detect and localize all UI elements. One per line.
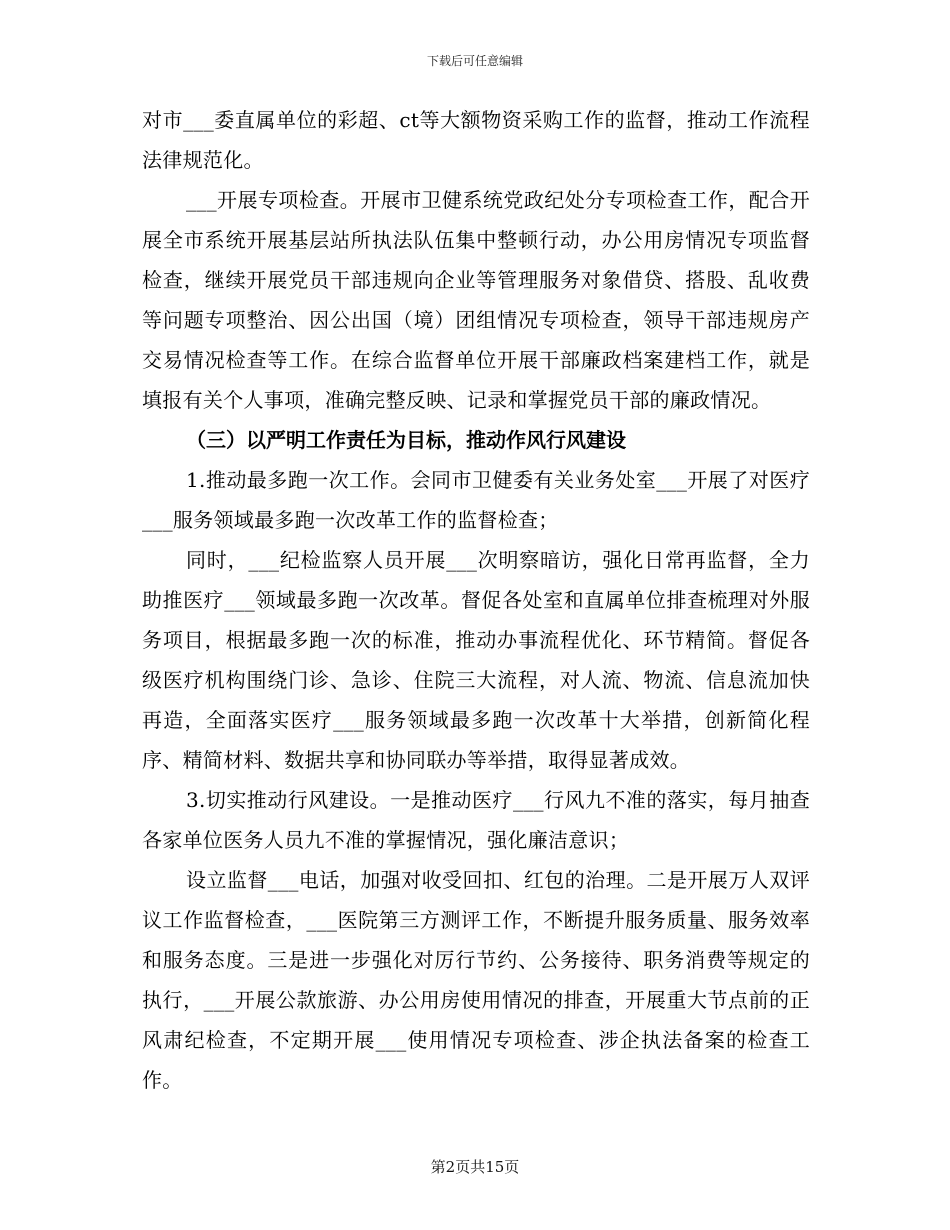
paragraph-run-once-reform: 1.推动最多跑一次工作。会同市卫健委有关业务处室___开展了对医疗___服务领域最多跑一次改革工作的监督检查； [142,468,810,532]
document-body [142,100,810,1100]
paragraph-conduct-building: 3.切实推动行风建设。一是推动医疗___行风九不准的落实，每月抽查各家单位医务人员九不准的掌握情况，强化廉洁意识； [142,788,810,852]
page-header: 下载后可任意编辑 [426,54,523,68]
paragraph-procurement-supervision: 对市___委直属单位的彩超、ct等大额物资采购工作的监督，推动工作流程法律规范化。 [142,108,810,172]
paragraph-unannounced-visits: 同时，___纪检监察人员开展___次明察暗访，强化日常再监督，全力助推医疗___领域最多跑一次改革。督促各处室和直属单位排查梳理对外服务项目，根据最多跑一次的标准，推动办事流程优化、环节精简。督促各级医疗机构围绕门诊、急诊、住院三大流程，对人流、物流、信息流加快再造，全面落实医疗___服务领域最多跑一次改革十大举措，创新简化程序、精简材料、数据共享和协同联办等举措，取得显著成效。 [142,548,810,772]
page-number: 第2页共15页 [430,1158,520,1176]
paragraph-special-inspection: ___开展专项检查。开展市卫健系统党政纪处分专项检查工作，配合开展全市系统开展基层站所执法队伍集中整顿行动，办公用房情况专项监督检查，继续开展党员干部违规向企业等管理服务对象借贷、搭股、乱收费等问题专项整治、因公出国（境）团组情况专项检查，领导干部违规房产交易情况检查等工作。在综合监督单位开展干部廉政档案建档工作，就是填报有关个人事项，准确完整反映、记录和掌握党员干部的廉政情况。 [142,188,810,412]
section-heading: （三）以严明工作责任为目标，推动作风行风建设 [186,428,626,452]
paragraph-supervision-hotline: 设立监督___电话，加强对收受回扣、红包的治理。二是开展万人双评议工作监督检查，___医院第三方测评工作，不断提升服务质量、服务效率和服务态度。三是进一步强化对厉行节约、公务接待、职务消费等规定的执行，___开展公款旅游、办公用房使用情况的排查，开展重大节点前的正风肃纪检查，不定期开展___使用情况专项检查、涉企执法备案的检查工作。 [142,868,810,1092]
